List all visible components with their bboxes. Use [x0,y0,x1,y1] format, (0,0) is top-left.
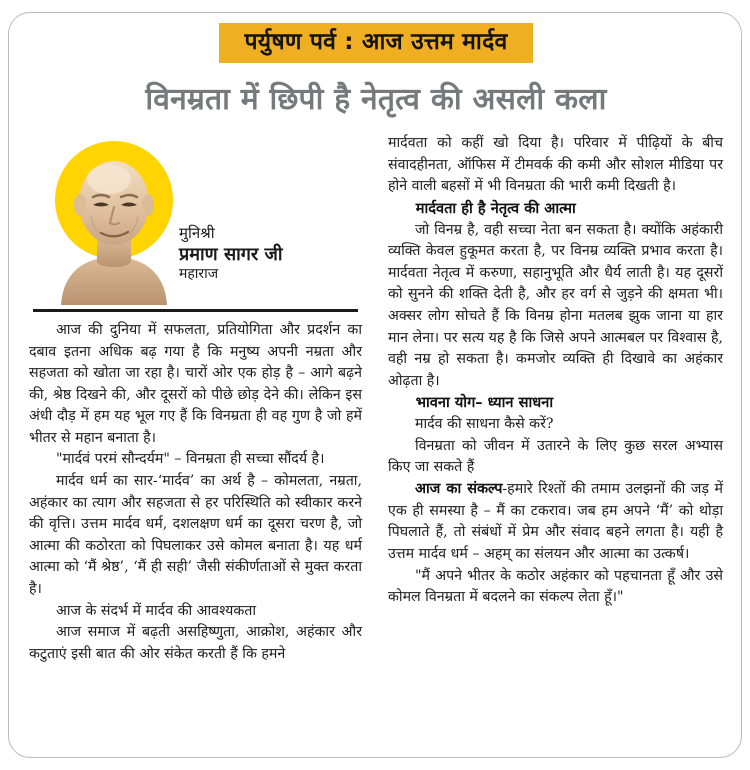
author-prefix: मुनिश्री [179,224,215,242]
paragraph: जो विनम्र है, वही सच्चा नेता बन सकता है। क्योंकि अहंकारी व्यक्ति केवल हुकूमत करता है, पर विनम्र व्यक्ति प्रभाव करता है। मार्दवता नेतृत्व में करुणा, सहानुभूति और धैर्य लाती है। यह दूसरों को सुनने की शक्ति देती है, और हर वर्ग से जुड़ने की क्षमता भी। अक्सर लोग सोचते हैं कि विनम्र होना मतलब झुक जाना या हार मान लेना। पर सत्य यह है कि जिसे अपने आत्मबल पर विश्वास है, वही नम्र हो सकता है। कमजोर व्यक्ति ही दिखावे का अहंकार ओढ़ता है। [388,221,723,389]
question-line: मार्दव की साधना कैसे करें? [414,416,554,433]
author-photo [41,141,187,305]
resolve-paragraph [388,479,723,566]
subheading-meditation: भावना योग– ध्यान साधना [415,394,554,412]
author-byline [179,225,369,282]
left-column [9,133,376,753]
article-card-frame [8,12,742,758]
kicker-banner-wrap [9,23,742,63]
page-title: विनम्रता में छिपी है नेतृत्व की असली कला [145,82,607,117]
resolve-text: -हमारे रिश्तों की तमाम उलझनों की जड़ में एक ही समस्या है – मैं का टकराव। जब हम अपने ‘मैं’ को थोड़ा पिघलाते हैं, तो संबंधों में प्रेम और संवाद बहने लगता है। यही है उत्तम मार्दव धर्म – अहम् का संलयन और आत्मा का उत्कर्ष। [388,480,723,562]
left-column-body [29,320,362,665]
resolve-label: आज का संकल्प [414,480,503,497]
paragraph: आज की दुनिया में सफलता, प्रतियोगिता और प्रदर्शन का दबाव इतना अधिक बढ़ गया है कि मनुष्य अपनी नम्रता और सहजता को खोता जा रहा है। चारों ओर एक होड़ है – आगे बढ़ने की, श्रेष्ठ दिखने की, और दूसरों को पीछे छोड़ देने की। लेकिन इस अंधी दौड़ में हम यह भूल गए हैं कि विनम्रता ही वह गुण है जो हमें भीतर से महान बनाता है। [29,322,362,446]
article-columns [9,133,742,753]
paragraph-quote: "मार्दवं परमं सौन्दर्यम" – विनम्रता ही सच्चा सौंदर्य है। [55,451,325,468]
byline-divider [33,309,358,312]
closing-quote: "मैं अपने भीतर के कठोर अहंकार को पहचानता हूँ और उसे कोमल विनम्रता में बदलने का संकल्प लेता हूँ।" [388,567,723,606]
paragraph-continued: मार्दवता को कहीं खो दिया है। परिवार में पीढ़ियों के बीच संवादहीनता, ऑफिस में टीमवर्क की कमी और सोशल मीडिया पर होने वाली बहसों में भी विनम्रता की भारी कमी दिखती है। [388,135,723,195]
paragraph: आज समाज में बढ़ती असहिष्णुता, आक्रोश, अहंकार और कटुताएं इसी बात की ओर संकेत करती हैं कि हमने [29,624,362,662]
monk-portrait-icon [41,141,187,305]
kicker-banner: पर्युषण पर्व : आज उत्तम मार्दव [219,23,534,63]
author-name: प्रमाण सागर जी [179,243,283,265]
left-section-line: आज के संदर्भ में मार्दव की आवश्यकता [55,602,256,619]
subheading-leadership: मार्दवता ही है नेतृत्व की आत्मा [415,199,576,217]
right-column-body [388,133,723,609]
author-block [29,133,362,305]
right-column [376,133,742,753]
author-suffix: महाराज [179,265,219,282]
paragraph: मार्दव धर्म का सार-‘मार्दव’ का अर्थ है – कोमलता, नम्रता, अहंकार का त्याग और सहजता से हर परिस्थिति को स्वीकार करने की वृत्ति। उत्तम मार्दव धर्म, दशलक्षण धर्म का दूसरा चरण है, जो आत्मा की कठोरता को पिघलाकर उसे कोमल बनाता है। यह धर्म आत्मा को ‘मैं श्रेष्ठ’, ‘मैं ही सही’ जैसी संकीर्णताओं से मुक्त करता है। [29,473,362,597]
paragraph: विनम्रता को जीवन में उतारने के लिए कुछ सरल अभ्यास किए जा सकते हैं [388,437,723,476]
